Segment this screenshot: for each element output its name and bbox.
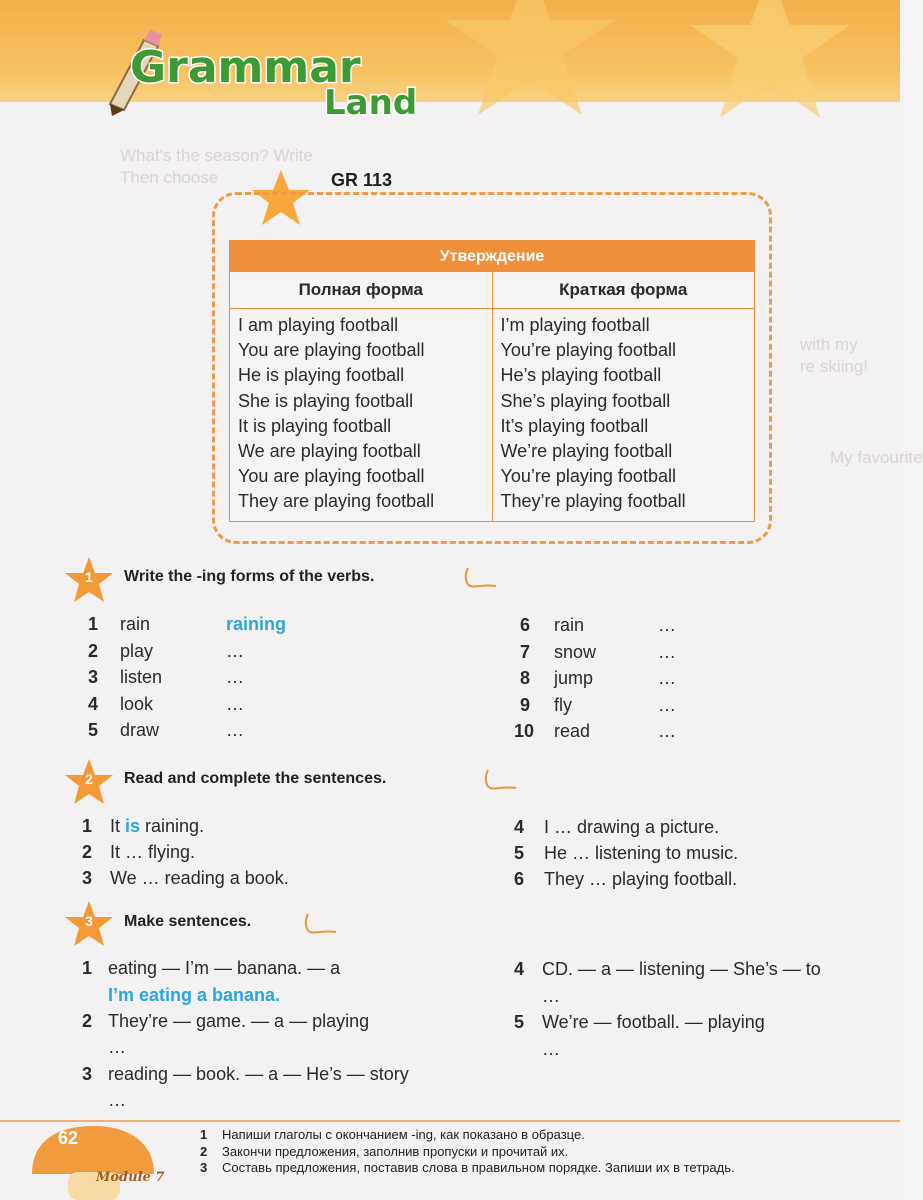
table-row: I am playing football (238, 315, 399, 335)
exercise-title: Write the -ing forms of the verbs. (124, 568, 375, 585)
pencil-icon (300, 910, 340, 938)
table-row: It is playing football (238, 415, 392, 436)
list-item: 3 We … reading a book. (82, 868, 289, 888)
table-row: You are playing football (238, 340, 425, 361)
mushroom-icon (28, 1122, 178, 1200)
list-item-continuation: … (108, 1090, 126, 1110)
short-form-column (492, 309, 755, 521)
grammar-reference-code: GR 113 (331, 170, 393, 190)
column-header-full: Полная форма (298, 280, 423, 299)
exercise-title: Make sentences. (124, 913, 252, 930)
list-item: 5 He … listening to music. (514, 843, 739, 863)
header-star-icon (640, 0, 900, 100)
footnote: 3 Составь предложения, поставив слова в правильном порядке. Запиши их в тетрадь. (200, 1160, 735, 1175)
list-item: 1 rain raining (88, 614, 287, 634)
list-item: 2 They’re — game. — a — playing (82, 1011, 370, 1031)
table-row: You are playing football (238, 466, 425, 487)
list-item: 9 fly … (520, 695, 676, 715)
list-item-continuation: … (542, 986, 560, 1006)
exercise-title: Read and complete the sentences. (124, 770, 387, 787)
pencil-icon (460, 564, 500, 592)
table-row: They’re playing football (500, 491, 686, 512)
bleed-through-text: re skiing! (800, 357, 869, 376)
list-item: 3 reading — book. — a — He’s — story (82, 1064, 409, 1084)
list-item: 4 CD. — a — listening — She’s — to (514, 959, 821, 979)
list-item: 6 rain … (520, 615, 676, 635)
table-title: Утверждение (230, 241, 754, 272)
page-number: 62 (58, 1128, 79, 1148)
svg-text:Land: Land (324, 83, 418, 123)
full-form-column (230, 309, 492, 521)
list-item: 2 play … (88, 641, 244, 661)
module-label: Module 7 (96, 1170, 165, 1185)
list-item: 4 I … drawing a picture. (514, 817, 720, 837)
list-item-continuation: … (108, 1037, 126, 1057)
table-row: She’s playing football (500, 390, 671, 411)
table-row: We’re playing football (500, 441, 673, 462)
footnote: 1 Напиши глаголы с окончанием -ing, как показано в образце. (200, 1127, 585, 1142)
list-item: 5 We’re — football. — playing (514, 1012, 765, 1032)
list-item: 1 eating — I’m — banana. — a (82, 958, 341, 978)
column-header-short: Краткая форма (492, 272, 755, 308)
bleed-through-text: with my (800, 335, 858, 354)
table-row: You’re playing football (500, 466, 676, 487)
footnote: 2 Закончи предложения, заполнив пропуски и прочитай их. (200, 1144, 569, 1159)
bleed-through-text: What's the season? Write (120, 146, 313, 165)
exercise-number: 1 (85, 569, 93, 585)
grammar-table (229, 240, 755, 522)
table-row: They are playing football (238, 491, 435, 512)
answer-text: is (125, 816, 141, 836)
table-row: She is playing football (238, 390, 414, 411)
list-item: 4 look … (88, 694, 244, 714)
bleed-through-text: My favourite (830, 448, 923, 467)
list-item: 1 It is raining. (82, 816, 205, 836)
answer-text: I’m eating a banana. (108, 985, 281, 1005)
list-item: 6 They … playing football. (514, 869, 738, 889)
bleed-through-text: Then choose (120, 168, 219, 187)
table-row: It’s playing football (500, 415, 649, 436)
list-item: 2 It … flying. (82, 842, 196, 862)
list-item: 8 jump … (520, 668, 676, 688)
table-row: We are playing football (238, 441, 421, 462)
list-item-continuation: … (542, 1039, 560, 1059)
pencil-icon (480, 766, 520, 794)
table-row: He’s playing football (500, 365, 662, 386)
grammar-land-logo (100, 20, 460, 123)
list-item: 3 listen … (88, 667, 244, 687)
svg-text:Grammar: Grammar (130, 42, 361, 93)
answer-text: raining (226, 614, 287, 634)
exercise-number: 2 (85, 771, 93, 787)
table-row: I’m playing football (500, 315, 650, 335)
exercise-number: 3 (85, 913, 93, 929)
table-row: You’re playing football (500, 340, 676, 361)
list-item: 10 read … (514, 721, 676, 741)
list-item: 5 draw … (88, 720, 244, 740)
table-row: He is playing football (238, 365, 405, 386)
list-item: 7 snow … (520, 642, 676, 662)
